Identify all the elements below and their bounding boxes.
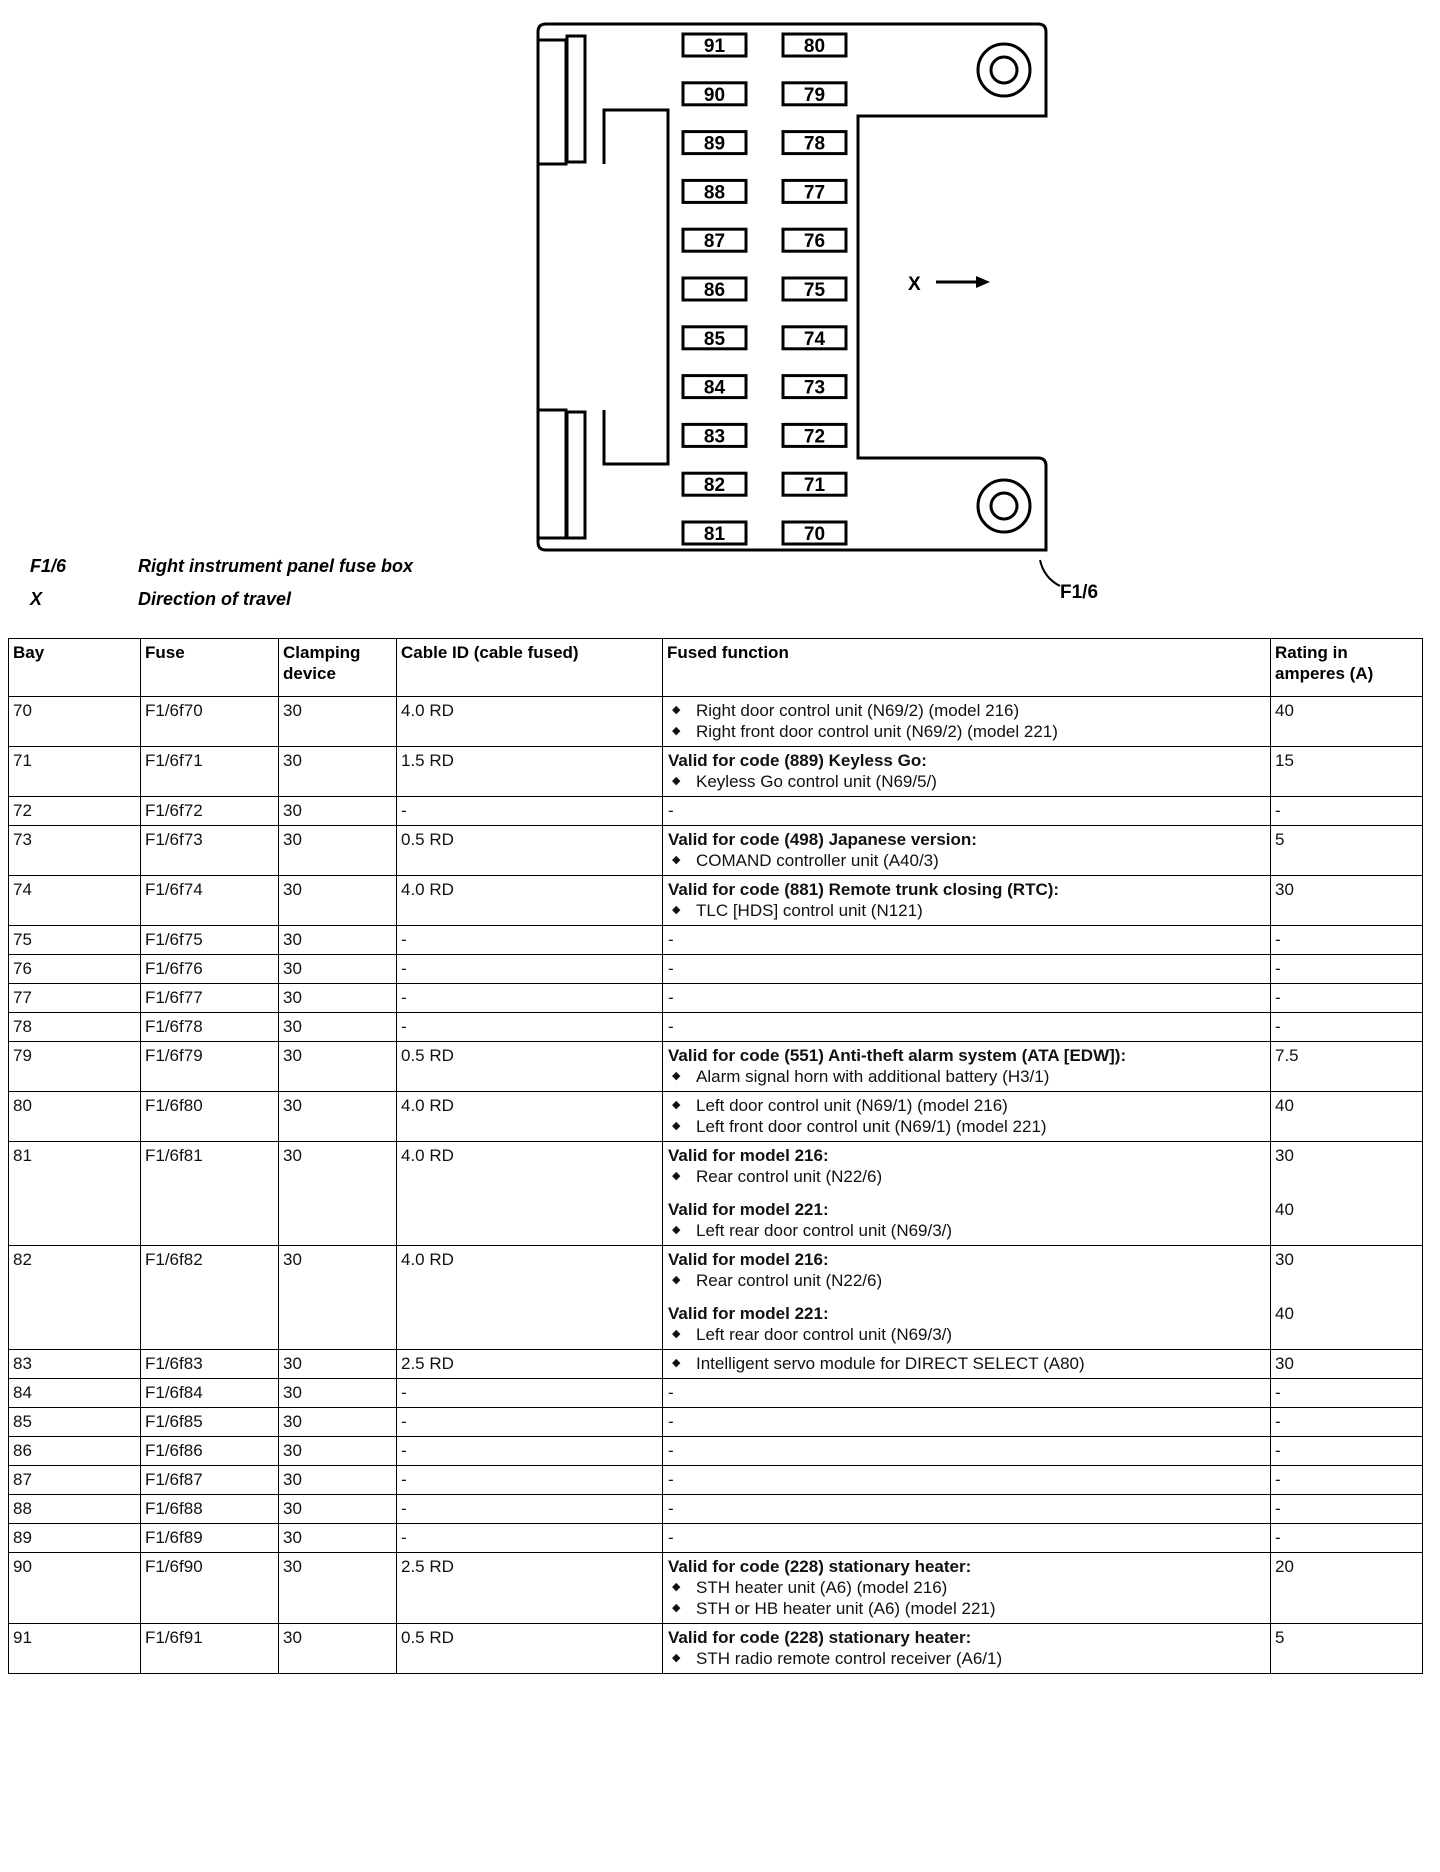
legend-code: F1/6 <box>30 556 67 576</box>
function-group <box>668 879 1266 921</box>
function-group <box>668 829 1266 871</box>
cell-fuse: F1/6f72 <box>141 797 279 826</box>
center-channel-top <box>604 110 668 464</box>
fuse-slot-number: 88 <box>703 182 726 204</box>
cell-clamping-device: 30 <box>279 1379 397 1408</box>
legend-row <box>30 583 413 616</box>
cell-bay: 74 <box>9 876 141 926</box>
cell-fused-function <box>663 826 1271 876</box>
cell-fused-function <box>663 1553 1271 1624</box>
rating-value: - <box>1275 1412 1281 1431</box>
cell-cable-id: - <box>397 1495 663 1524</box>
function-bullet-item: ◆ Keyless Go control unit (N69/5/) <box>668 771 1266 792</box>
cell-bay: 80 <box>9 1092 141 1142</box>
function-group-title: - <box>668 1528 674 1547</box>
cell-bay: 79 <box>9 1042 141 1092</box>
cell-clamping-device: 30 <box>279 1553 397 1624</box>
function-group-title: - <box>668 1441 674 1460</box>
rating-value: 30 <box>1275 1146 1294 1165</box>
mount-hole-bottom-inner <box>991 493 1017 519</box>
function-group-title: Valid for model 216: <box>668 1250 829 1269</box>
cell-fused-function <box>663 1142 1271 1246</box>
cell-clamping-device: 30 <box>279 826 397 876</box>
function-group-title: - <box>668 1412 674 1431</box>
cell-cable-id: 4.0 RD <box>397 1092 663 1142</box>
legend-row <box>30 550 413 583</box>
cell-clamping-device: 30 <box>279 1495 397 1524</box>
cell-clamping-device: 30 <box>279 1437 397 1466</box>
cell-clamping-device: 30 <box>279 1092 397 1142</box>
rating-value: - <box>1275 959 1281 978</box>
function-group <box>668 1045 1266 1087</box>
cell-fuse: F1/6f70 <box>141 697 279 747</box>
rating-value: 40 <box>1275 1200 1294 1219</box>
cell-rating <box>1271 955 1423 984</box>
function-bullet-item: ◆ Left rear door control unit (N69/3/) <box>668 1220 1266 1241</box>
function-group <box>668 1199 1266 1241</box>
table-row <box>9 1092 1423 1142</box>
function-bullet-item: ◆ Intelligent servo module for DIRECT SELECT (A80) <box>668 1353 1266 1374</box>
function-bullet-item: ◆ STH heater unit (A6) (model 216) <box>668 1577 1266 1598</box>
function-group <box>668 750 1266 792</box>
cell-clamping-device: 30 <box>279 697 397 747</box>
function-bullet-item: ◆ Left front door control unit (N69/1) (model 221) <box>668 1116 1266 1137</box>
cell-rating <box>1271 1466 1423 1495</box>
table-row <box>9 1437 1423 1466</box>
cell-fused-function <box>663 797 1271 826</box>
table-row <box>9 1553 1423 1624</box>
function-group-title: - <box>668 959 674 978</box>
cell-cable-id: 4.0 RD <box>397 1142 663 1246</box>
cell-fused-function <box>663 1350 1271 1379</box>
cell-fuse: F1/6f78 <box>141 1013 279 1042</box>
rating-value: 20 <box>1275 1557 1294 1576</box>
table-row <box>9 697 1423 747</box>
cell-fused-function <box>663 984 1271 1013</box>
cell-bay: 76 <box>9 955 141 984</box>
cell-fused-function <box>663 1624 1271 1674</box>
cell-bay: 87 <box>9 1466 141 1495</box>
cell-bay: 75 <box>9 926 141 955</box>
fuse-slot-number: 71 <box>803 475 826 497</box>
function-group <box>668 1440 1266 1461</box>
cell-fused-function <box>663 1246 1271 1350</box>
fuse-slot-number: 85 <box>703 328 726 350</box>
function-bullet-item: ◆ COMAND controller unit (A40/3) <box>668 850 1266 871</box>
cell-cable-id: 1.5 RD <box>397 747 663 797</box>
fuse-slot-number: 72 <box>803 426 826 448</box>
cell-rating <box>1271 1408 1423 1437</box>
cell-fused-function <box>663 1042 1271 1092</box>
function-group <box>668 1627 1266 1669</box>
function-group-title: - <box>668 1017 674 1036</box>
cell-bay: 81 <box>9 1142 141 1246</box>
cell-fuse: F1/6f79 <box>141 1042 279 1092</box>
table-row <box>9 1495 1423 1524</box>
cell-fuse: F1/6f76 <box>141 955 279 984</box>
cell-clamping-device: 30 <box>279 1013 397 1042</box>
cell-bay: 88 <box>9 1495 141 1524</box>
cell-rating <box>1271 1042 1423 1092</box>
fuse-slot-number: 76 <box>803 231 826 253</box>
cell-fuse: F1/6f81 <box>141 1142 279 1246</box>
function-group-title: - <box>668 1499 674 1518</box>
table-row <box>9 797 1423 826</box>
cell-rating <box>1271 697 1423 747</box>
cell-fused-function <box>663 1524 1271 1553</box>
mount-hole-top-outer <box>978 44 1030 96</box>
header-bay: Bay <box>9 639 141 697</box>
fuse-slot-number: 81 <box>703 524 726 545</box>
callout-label: F1/6 <box>1060 582 1099 603</box>
cell-clamping-device: 30 <box>279 955 397 984</box>
cell-bay: 78 <box>9 1013 141 1042</box>
cell-cable-id: - <box>397 1013 663 1042</box>
cell-fuse: F1/6f77 <box>141 984 279 1013</box>
function-group-title: - <box>668 801 674 820</box>
rating-value: - <box>1275 1383 1281 1402</box>
function-group <box>668 1095 1266 1137</box>
fuse-slot-number: 84 <box>703 377 726 399</box>
cell-cable-id: 0.5 RD <box>397 826 663 876</box>
cell-bay: 91 <box>9 1624 141 1674</box>
fuse-slot-number: 91 <box>703 36 726 57</box>
fuse-slot-number: 73 <box>803 377 826 399</box>
function-bullet-item: ◆ Right front door control unit (N69/2) (model 221) <box>668 721 1266 742</box>
cell-fused-function <box>663 1466 1271 1495</box>
function-group-title: - <box>668 1383 674 1402</box>
cell-fused-function <box>663 1437 1271 1466</box>
cell-clamping-device: 30 <box>279 1408 397 1437</box>
cell-rating <box>1271 984 1423 1013</box>
cell-cable-id: 2.5 RD <box>397 1553 663 1624</box>
fuse-box-diagram <box>0 0 1440 610</box>
cell-fuse: F1/6f89 <box>141 1524 279 1553</box>
function-group <box>668 700 1266 742</box>
direction-arrow-icon <box>976 276 990 288</box>
cell-rating <box>1271 1495 1423 1524</box>
function-group <box>668 1016 1266 1037</box>
cell-bay: 84 <box>9 1379 141 1408</box>
cell-fuse: F1/6f88 <box>141 1495 279 1524</box>
cell-cable-id: - <box>397 926 663 955</box>
fuse-slot-number: 83 <box>703 426 726 448</box>
fuse-slot-number: 80 <box>803 36 826 57</box>
rating-value: - <box>1275 1499 1281 1518</box>
table-row <box>9 747 1423 797</box>
cell-clamping-device: 30 <box>279 1246 397 1350</box>
cell-cable-id: - <box>397 984 663 1013</box>
cell-fused-function <box>663 1408 1271 1437</box>
cell-rating <box>1271 1524 1423 1553</box>
table-row <box>9 876 1423 926</box>
function-bullet-item: ◆ Left rear door control unit (N69/3/) <box>668 1324 1266 1345</box>
cell-bay: 90 <box>9 1553 141 1624</box>
table-header-row <box>9 639 1423 697</box>
function-group-title: Valid for code (551) Anti-theft alarm system (ATA [EDW]): <box>668 1046 1127 1065</box>
function-group-title: Valid for code (498) Japanese version: <box>668 830 977 849</box>
cell-clamping-device: 30 <box>279 1042 397 1092</box>
function-group-title: Valid for model 221: <box>668 1200 829 1219</box>
function-group-title: - <box>668 988 674 1007</box>
table-row <box>9 1013 1423 1042</box>
fuse-slot-number: 70 <box>803 524 826 545</box>
table-row <box>9 1379 1423 1408</box>
cell-clamping-device: 30 <box>279 1350 397 1379</box>
cell-cable-id: 4.0 RD <box>397 697 663 747</box>
table-row <box>9 984 1423 1013</box>
table-body <box>9 697 1423 1674</box>
function-group <box>668 929 1266 950</box>
table-row <box>9 1408 1423 1437</box>
function-group <box>668 1498 1266 1519</box>
cell-rating <box>1271 926 1423 955</box>
cell-clamping-device: 30 <box>279 1142 397 1246</box>
function-bullet-item: ◆ STH or HB heater unit (A6) (model 221) <box>668 1598 1266 1619</box>
cell-fuse: F1/6f73 <box>141 826 279 876</box>
cell-rating <box>1271 1092 1423 1142</box>
table-row <box>9 1624 1423 1674</box>
cell-bay: 82 <box>9 1246 141 1350</box>
rating-value: 15 <box>1275 751 1294 770</box>
fuse-slot-number: 82 <box>703 475 726 497</box>
function-group <box>668 1411 1266 1432</box>
cell-fuse: F1/6f74 <box>141 876 279 926</box>
legend-text: Right instrument panel fuse box <box>138 556 414 576</box>
cell-rating <box>1271 826 1423 876</box>
cell-fuse: F1/6f82 <box>141 1246 279 1350</box>
rating-value: - <box>1275 801 1281 820</box>
cell-rating <box>1271 1350 1423 1379</box>
rating-value: - <box>1275 988 1281 1007</box>
direction-label: X <box>908 274 921 295</box>
cell-fuse: F1/6f90 <box>141 1553 279 1624</box>
function-bullet-item: ◆ Right door control unit (N69/2) (model 216) <box>668 700 1266 721</box>
function-group-title: - <box>668 930 674 949</box>
cell-clamping-device: 30 <box>279 926 397 955</box>
function-group <box>668 958 1266 979</box>
cell-fused-function <box>663 1379 1271 1408</box>
table-row <box>9 1524 1423 1553</box>
fuse-slot-number: 90 <box>703 84 726 106</box>
rating-value: 40 <box>1275 1096 1294 1115</box>
rating-value: - <box>1275 930 1281 949</box>
function-group <box>668 987 1266 1008</box>
function-group-title: Valid for code (228) stationary heater: <box>668 1628 972 1647</box>
cell-fused-function <box>663 697 1271 747</box>
cell-cable-id: 4.0 RD <box>397 1246 663 1350</box>
cell-fused-function <box>663 955 1271 984</box>
table-row <box>9 1246 1423 1350</box>
rating-value: - <box>1275 1017 1281 1036</box>
left-slot-top <box>567 36 585 162</box>
rating-value: - <box>1275 1528 1281 1547</box>
cell-clamping-device: 30 <box>279 747 397 797</box>
cell-bay: 89 <box>9 1524 141 1553</box>
cell-bay: 73 <box>9 826 141 876</box>
cell-clamping-device: 30 <box>279 1624 397 1674</box>
cell-bay: 71 <box>9 747 141 797</box>
cell-rating <box>1271 1553 1423 1624</box>
cell-fuse: F1/6f87 <box>141 1466 279 1495</box>
table-row <box>9 826 1423 876</box>
cell-clamping-device: 30 <box>279 876 397 926</box>
cell-cable-id: - <box>397 1408 663 1437</box>
header-clamping-device: Clamping device <box>279 639 397 697</box>
fuse-box-drawing <box>0 0 1440 610</box>
header-fuse: Fuse <box>141 639 279 697</box>
legend-code: X <box>30 589 43 609</box>
table-row <box>9 955 1423 984</box>
cell-rating <box>1271 747 1423 797</box>
function-group-title: - <box>668 1470 674 1489</box>
header-rating: Rating in amperes (A) <box>1271 639 1423 697</box>
fuse-slot-number: 75 <box>803 280 826 301</box>
function-group <box>668 1469 1266 1490</box>
cell-cable-id: - <box>397 797 663 826</box>
function-group <box>668 1556 1266 1619</box>
table-row <box>9 1142 1423 1246</box>
function-group-title: Valid for code (228) stationary heater: <box>668 1557 972 1576</box>
mount-hole-bottom-outer <box>978 480 1030 532</box>
function-group-title: Valid for model 221: <box>668 1304 829 1323</box>
diagram-legend <box>30 550 413 616</box>
legend-text: Direction of travel <box>138 589 292 609</box>
cell-cable-id: 4.0 RD <box>397 876 663 926</box>
table-row <box>9 1466 1423 1495</box>
cell-clamping-device: 30 <box>279 1524 397 1553</box>
fuse-slot-number: 89 <box>703 133 726 155</box>
function-group <box>668 1382 1266 1403</box>
function-bullet-item: ◆ TLC [HDS] control unit (N121) <box>668 900 1266 921</box>
rating-value: 40 <box>1275 701 1294 720</box>
function-group <box>668 800 1266 821</box>
rating-value: 30 <box>1275 1250 1294 1269</box>
cell-cable-id: - <box>397 1466 663 1495</box>
cell-cable-id: - <box>397 955 663 984</box>
cell-rating <box>1271 1624 1423 1674</box>
function-bullet-item: ◆ Alarm signal horn with additional battery (H3/1) <box>668 1066 1266 1087</box>
left-slot-bottom <box>567 412 585 538</box>
cell-rating <box>1271 797 1423 826</box>
cell-fused-function <box>663 1495 1271 1524</box>
function-group <box>668 1527 1266 1548</box>
cell-rating <box>1271 1142 1423 1246</box>
rating-value: 30 <box>1275 1354 1294 1373</box>
fuse-slot-number: 74 <box>803 328 826 350</box>
cell-rating <box>1271 1437 1423 1466</box>
left-notch-bottom <box>538 410 566 538</box>
rating-value: 40 <box>1275 1304 1294 1323</box>
table-row <box>9 1042 1423 1092</box>
cell-bay: 86 <box>9 1437 141 1466</box>
rating-value: 7.5 <box>1275 1046 1299 1065</box>
fuse-slot-number: 87 <box>703 231 726 253</box>
cell-clamping-device: 30 <box>279 984 397 1013</box>
rating-value: - <box>1275 1470 1281 1489</box>
cell-fused-function <box>663 876 1271 926</box>
cell-cable-id: - <box>397 1379 663 1408</box>
fuse-slot-number: 86 <box>703 280 726 301</box>
cell-cable-id: 0.5 RD <box>397 1624 663 1674</box>
cell-rating <box>1271 1013 1423 1042</box>
rating-value: 5 <box>1275 830 1285 849</box>
cell-fuse: F1/6f91 <box>141 1624 279 1674</box>
cell-fuse: F1/6f80 <box>141 1092 279 1142</box>
function-bullet-item: ◆ Rear control unit (N22/6) <box>668 1270 1266 1291</box>
cell-rating <box>1271 1246 1423 1350</box>
fuse-slot-number: 78 <box>803 133 826 155</box>
left-notch-top <box>538 40 566 164</box>
cell-fuse: F1/6f85 <box>141 1408 279 1437</box>
header-fused-function: Fused function <box>663 639 1271 697</box>
cell-rating <box>1271 876 1423 926</box>
table-row <box>9 926 1423 955</box>
function-bullet-item: ◆ Left door control unit (N69/1) (model 216) <box>668 1095 1266 1116</box>
function-group-title: Valid for code (881) Remote trunk closing (RTC): <box>668 880 1060 899</box>
cell-cable-id: 2.5 RD <box>397 1350 663 1379</box>
function-group-title: Valid for model 216: <box>668 1146 829 1165</box>
cell-fused-function <box>663 1092 1271 1142</box>
cell-bay: 70 <box>9 697 141 747</box>
function-group <box>668 1303 1266 1345</box>
cell-bay: 85 <box>9 1408 141 1437</box>
cell-fuse: F1/6f83 <box>141 1350 279 1379</box>
function-group <box>668 1249 1266 1291</box>
cell-cable-id: 0.5 RD <box>397 1042 663 1092</box>
cell-fuse: F1/6f75 <box>141 926 279 955</box>
function-group-title: Valid for code (889) Keyless Go: <box>668 751 927 770</box>
cell-fuse: F1/6f71 <box>141 747 279 797</box>
cell-fuse: F1/6f86 <box>141 1437 279 1466</box>
function-bullet-item: ◆ Rear control unit (N22/6) <box>668 1166 1266 1187</box>
cell-bay: 77 <box>9 984 141 1013</box>
rating-value: - <box>1275 1441 1281 1460</box>
header-cable-id: Cable ID (cable fused) <box>397 639 663 697</box>
cell-cable-id: - <box>397 1524 663 1553</box>
cell-cable-id: - <box>397 1437 663 1466</box>
cell-clamping-device: 30 <box>279 797 397 826</box>
cell-clamping-device: 30 <box>279 1466 397 1495</box>
fuse-slot-number: 79 <box>803 84 826 106</box>
cell-bay: 83 <box>9 1350 141 1379</box>
function-group <box>668 1145 1266 1187</box>
fuse-slot-grid <box>683 34 846 545</box>
table-row <box>9 1350 1423 1379</box>
cell-fused-function <box>663 747 1271 797</box>
callout-leader <box>1040 560 1060 586</box>
cell-rating <box>1271 1379 1423 1408</box>
fuse-assignment-table <box>8 638 1423 1674</box>
cell-fuse: F1/6f84 <box>141 1379 279 1408</box>
rating-value: 5 <box>1275 1628 1285 1647</box>
rating-value: 30 <box>1275 880 1294 899</box>
cell-fused-function <box>663 926 1271 955</box>
function-group <box>668 1353 1266 1374</box>
mount-hole-top-inner <box>991 57 1017 83</box>
function-bullet-item: ◆ STH radio remote control receiver (A6/1) <box>668 1648 1266 1669</box>
cell-fused-function <box>663 1013 1271 1042</box>
cell-bay: 72 <box>9 797 141 826</box>
fuse-slot-number: 77 <box>803 182 826 204</box>
